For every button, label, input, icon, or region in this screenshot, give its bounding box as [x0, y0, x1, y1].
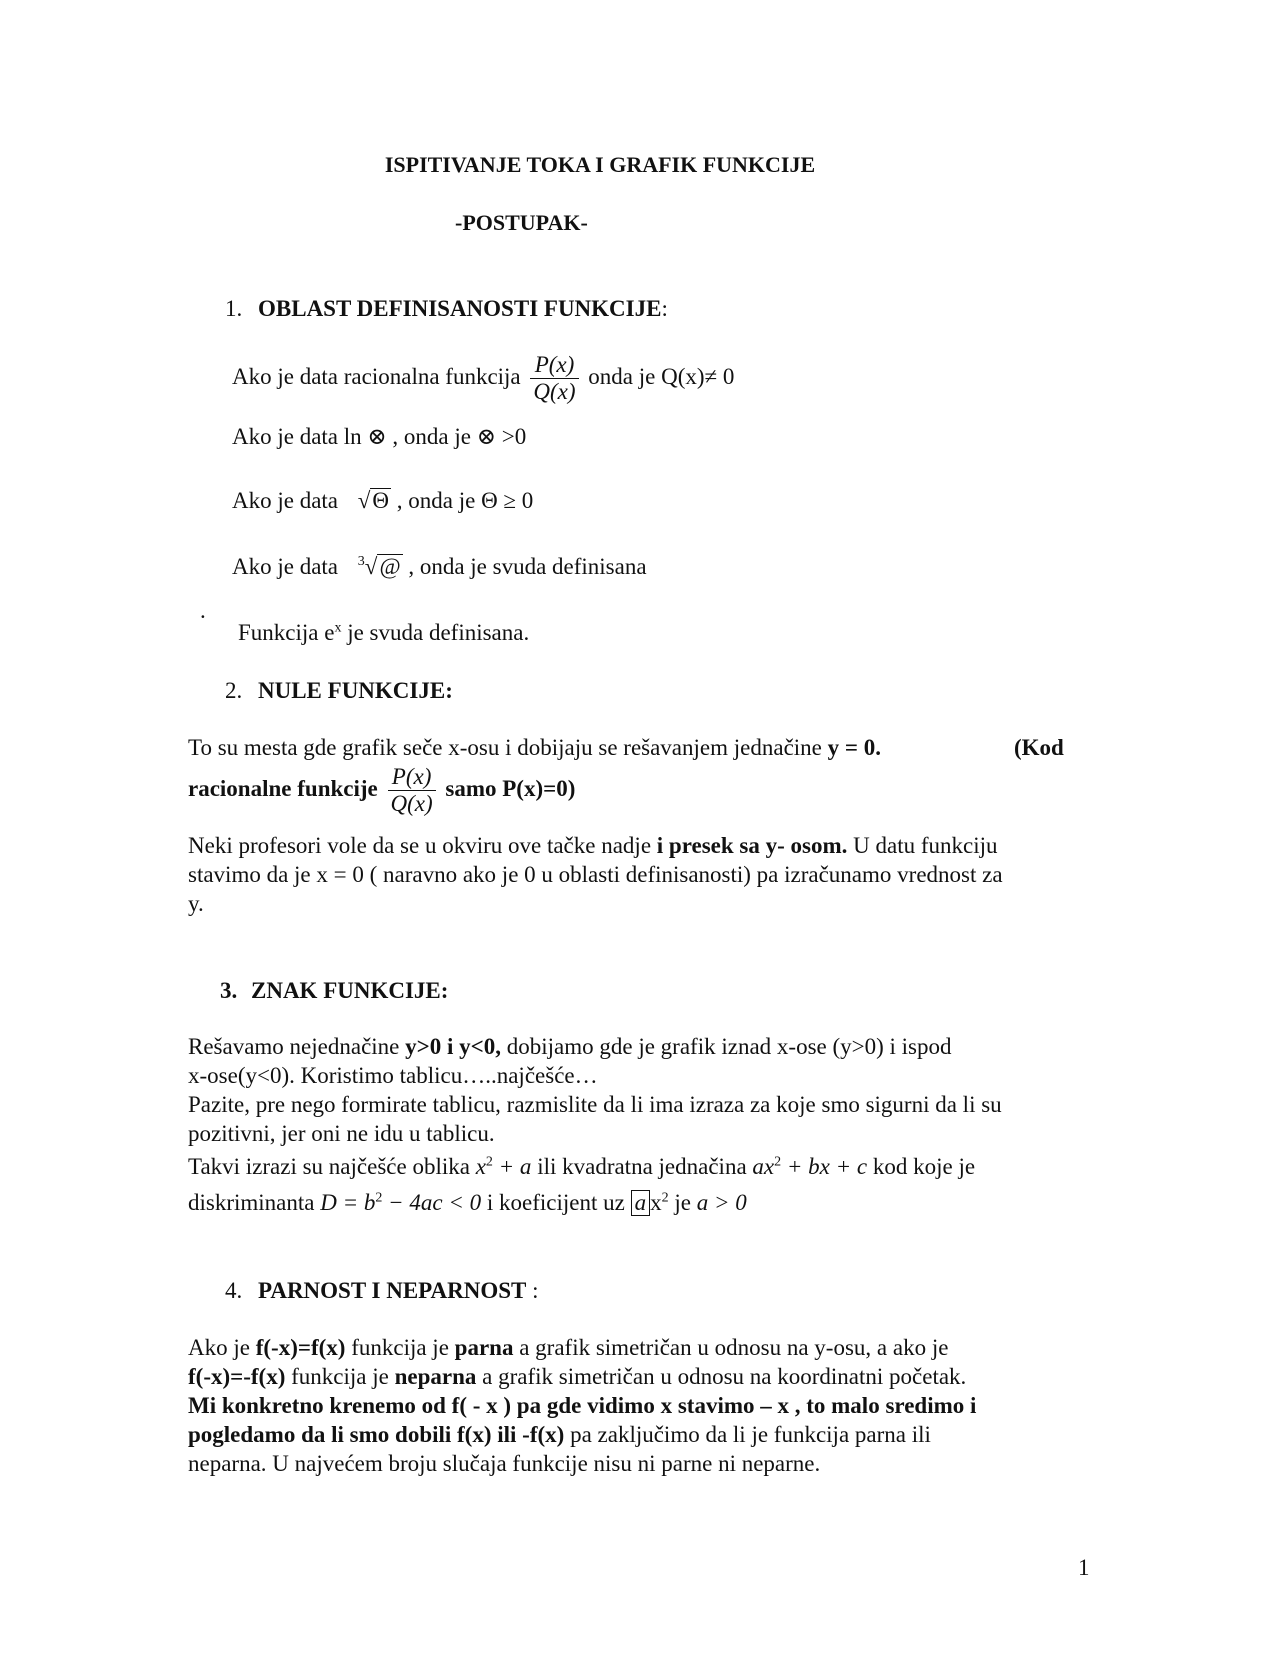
section-3-heading	[220, 976, 448, 1005]
section-4-heading	[225, 1276, 539, 1305]
zeros-line-4: stavimo da je x = 0 ( naravno ako je 0 u oblasti definisanosti) pa izračunamo vrednost za	[188, 862, 1003, 887]
rule-condition: , onda je Θ ≥ 0	[396, 488, 534, 513]
section-number: 3.	[220, 978, 238, 1003]
sign-line-6: diskriminanta $D = b^2 - 4ac < 0$ i koeficijent uz a $x^2$ je a > 0	[188, 1190, 747, 1215]
parity-line-5: neparna. U najvećem broju slučaja funkcije nisu ni parne ni neparne.	[188, 1451, 821, 1476]
zeros-line-1: To su mesta gde grafik seče x-osu i dobijaju se rešavanjem jednačine y = 0.	[188, 735, 881, 760]
sqrt-argument: Θ	[372, 488, 390, 513]
section-number: 1.	[225, 296, 243, 321]
document-subtitle	[455, 210, 588, 236]
rule-text: Ako je data ln ⊗ , onda je ⊗ >0	[232, 424, 527, 449]
section-2-heading	[225, 676, 453, 705]
heading-colon: :	[526, 1278, 539, 1303]
zeros-line-1-tail: (Kod	[1014, 735, 1064, 760]
parity-line-3: Mi konkretno krenemo od f( - x ) pa gde vidimo x stavimo – x , to malo sredimo i	[188, 1393, 977, 1418]
cbrt-argument: @	[379, 554, 401, 579]
zeros-line-2: racionalne funkcije $\frac{P(x)}{Q(x)}$ samo P(x)=0)	[188, 764, 576, 816]
section-heading-text: PARNOST I NEPARNOST	[258, 1278, 527, 1303]
section-1-heading	[225, 294, 668, 323]
section-number: 4.	[225, 1278, 243, 1303]
parity-line-4: pogledamo da li smo dobili f(x) ili -f(x) pa zaključimo da li je funkcija parna ili	[188, 1422, 931, 1447]
fraction-numerator: P(x)	[530, 352, 578, 379]
subtitle-text: -POSTUPAK-	[455, 210, 588, 235]
root-index: 3	[357, 554, 365, 570]
sqrt-symbol: √	[357, 488, 371, 513]
sign-line-3: Pazite, pre nego formirate tablicu, razmislite da li ima izraza za koje smo sigurni da li su	[188, 1092, 1002, 1117]
ln-rule	[232, 422, 526, 451]
exp-rule	[238, 618, 529, 647]
rule-text: Funkcija e	[238, 620, 335, 645]
sqrt-rule	[232, 486, 533, 515]
section-number: 2.	[225, 678, 243, 703]
cbrt-rule	[232, 552, 647, 581]
parity-line-1: Ako je f(-x)=f(x) funkcija je parna a grafik simetričan u odnosu na y-osu, a ako je	[188, 1335, 949, 1360]
fraction-denominator: Q(x)	[533, 379, 576, 404]
rule-text: Ako je data	[232, 554, 339, 579]
boxed-coefficient: a	[631, 1190, 651, 1216]
heading-colon: :	[661, 296, 668, 321]
sign-line-2: x-ose(y<0). Koristimo tablicu…..najčešće…	[188, 1063, 598, 1088]
rational-function-rule	[232, 352, 734, 405]
parity-line-2: f(-x)=-f(x) funkcija je neparna a grafik simetričan u odnosu na koordinatni početak.	[188, 1364, 967, 1389]
fraction-numerator: P(x)	[388, 764, 436, 791]
section-heading-text: ZNAK FUNKCIJE:	[251, 978, 449, 1003]
document-title	[0, 152, 1200, 178]
zeros-line-5: y.	[188, 891, 204, 916]
rule-text: Ako je data	[232, 488, 339, 513]
title-text: ISPITIVANJE TOKA I GRAFIK FUNKCIJE	[384, 152, 816, 177]
rule-condition: , onda je svuda definisana	[408, 554, 647, 579]
section-heading-text: NULE FUNKCIJE:	[258, 678, 453, 703]
rule-condition: onda je Q(x)≠ 0	[588, 363, 735, 389]
rule-condition: je svuda definisana.	[341, 620, 530, 645]
sign-line-4: pozitivni, jer oni ne idu u tablicu.	[188, 1121, 495, 1146]
page-number: 1	[1078, 1555, 1090, 1580]
sign-line-1: Rešavamo nejednačine y>0 i y<0, dobijamo gde je grafik iznad x-ose (y>0) i ispod	[188, 1034, 952, 1059]
stray-dot: .	[200, 598, 206, 623]
fraction	[388, 764, 436, 817]
sign-line-5: Takvi izrazi su najčešće oblika $x^2 + a$ ili kvadratna jednačina $ax^2$ + bx + c kod koje je	[188, 1154, 976, 1179]
rule-text: Ako je data racionalna funkcija	[232, 363, 521, 389]
fraction	[530, 352, 578, 405]
sqrt-symbol: √	[364, 554, 378, 579]
fraction-denominator: Q(x)	[390, 791, 433, 816]
exponent: x	[334, 620, 342, 636]
zeros-line-3: Neki profesori vole da se u okviru ove tačke nadje i presek sa y- osom. U datu funkciju	[188, 833, 998, 858]
section-heading-text: OBLAST DEFINISANOSTI FUNKCIJE	[258, 296, 662, 321]
